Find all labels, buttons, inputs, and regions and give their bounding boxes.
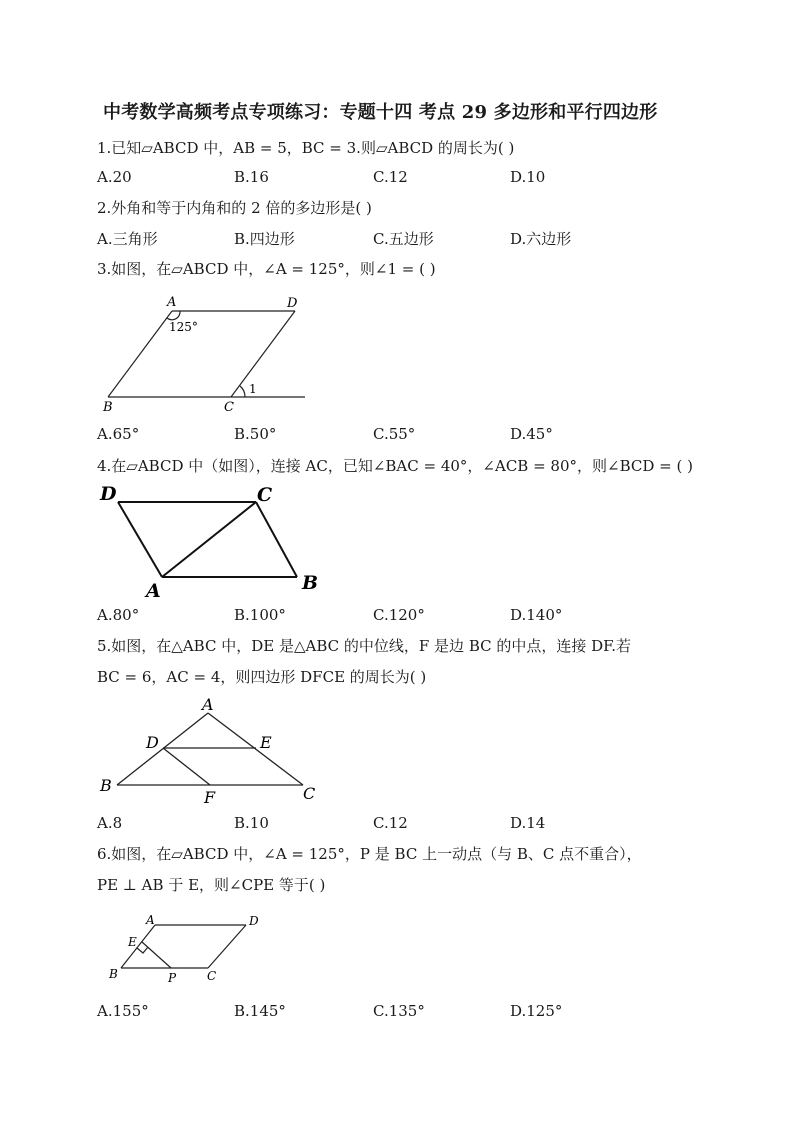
q6-label-b: B xyxy=(109,967,118,981)
q5-option-d[interactable]: D.14 xyxy=(510,814,546,832)
q3-option-d[interactable]: D.45° xyxy=(510,425,553,443)
q6-option-a[interactable]: A.155° xyxy=(97,1002,149,1020)
q2-option-b[interactable]: B.四边形 xyxy=(234,230,295,248)
q2-option-d[interactable]: D.六边形 xyxy=(510,230,572,248)
question-5-text-line-2: BC = 6，AC = 4，则四边形 DFCE 的周长为( ) xyxy=(97,668,427,686)
q2-option-c[interactable]: C.五边形 xyxy=(373,230,434,248)
q1-option-c[interactable]: C.12 xyxy=(373,168,408,186)
q3-label-c: C xyxy=(224,400,234,415)
q4-option-d[interactable]: D.140° xyxy=(510,606,563,624)
q3-option-b[interactable]: B.50° xyxy=(234,425,277,443)
q3-label-a: A xyxy=(167,295,177,310)
q3-option-a[interactable]: A.65° xyxy=(97,425,140,443)
q3-angle-label: 125° xyxy=(169,320,198,334)
q5-label-b: B xyxy=(100,776,112,795)
q3-angle-1-label: 1 xyxy=(249,382,257,396)
question-2-text: 2.外角和等于内角和的 2 倍的多边形是( ) xyxy=(97,199,372,217)
question-6-text-line-1: 6.如图，在▱ABCD 中，∠A = 125°，P 是 BC 上一动点（与 B、C 点不重合）， xyxy=(97,845,642,863)
question-6-text-line-2: PE ⊥ AB 于 E，则∠CPE 等于( ) xyxy=(97,876,326,894)
q5-label-c: C xyxy=(303,784,316,803)
q4-option-c[interactable]: C.120° xyxy=(373,606,425,624)
q4-label-a: A xyxy=(146,580,161,602)
q4-label-d: D xyxy=(100,483,117,505)
q5-label-a: A xyxy=(202,695,214,714)
q6-option-d[interactable]: D.125° xyxy=(510,1002,563,1020)
q6-label-e: E xyxy=(128,935,137,949)
q3-label-b: B xyxy=(103,400,113,415)
page-title: 中考数学高频考点专项练习：专题十四 考点 29 多边形和平行四边形 xyxy=(103,102,658,123)
q1-option-a[interactable]: A.20 xyxy=(97,168,132,186)
q1-option-b[interactable]: B.16 xyxy=(234,168,269,186)
q3-label-d: D xyxy=(287,296,298,311)
q6-option-b[interactable]: B.145° xyxy=(234,1002,286,1020)
q5-label-f: F xyxy=(204,788,216,807)
q4-option-a[interactable]: A.80° xyxy=(97,606,140,624)
question-1-text: 1.已知▱ABCD 中，AB = 5，BC = 3.则▱ABCD 的周长为( ) xyxy=(97,139,515,157)
q2-option-a[interactable]: A.三角形 xyxy=(97,230,158,248)
q6-label-c: C xyxy=(207,969,217,983)
q5-option-a[interactable]: A.8 xyxy=(97,814,123,832)
q5-option-c[interactable]: C.12 xyxy=(373,814,408,832)
q5-option-b[interactable]: B.10 xyxy=(234,814,269,832)
q6-label-d: D xyxy=(249,914,259,928)
question-4-text: 4.在▱ABCD 中（如图），连接 AC，已知∠BAC = 40°，∠ACB = 80°，则∠BCD = ( ) xyxy=(97,457,693,475)
q4-label-c: C xyxy=(257,484,273,506)
question-5-text-line-1: 5.如图，在△ABC 中，DE 是△ABC 的中位线，F 是边 BC 的中点，连接 DF.若 xyxy=(97,637,632,655)
q4-option-b[interactable]: B.100° xyxy=(234,606,286,624)
q1-option-d[interactable]: D.10 xyxy=(510,168,546,186)
q5-label-d: D xyxy=(146,733,159,752)
q3-option-c[interactable]: C.55° xyxy=(373,425,416,443)
question-3-text: 3.如图，在▱ABCD 中，∠A = 125°，则∠1 = ( ) xyxy=(97,260,436,278)
q4-label-b: B xyxy=(302,572,319,594)
q6-option-c[interactable]: C.135° xyxy=(373,1002,425,1020)
q6-label-p: P xyxy=(168,971,177,985)
q6-label-a: A xyxy=(146,913,155,927)
q5-label-e: E xyxy=(260,733,272,752)
